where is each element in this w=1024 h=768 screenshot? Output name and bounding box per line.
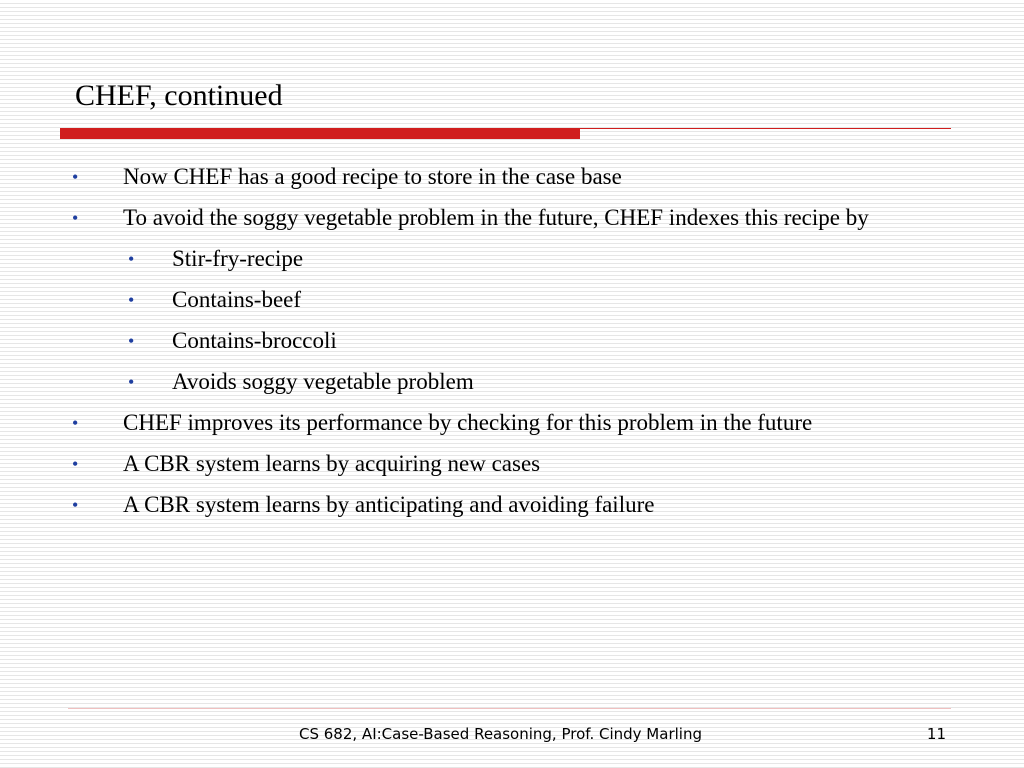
- slide-title: CHEF, continued: [75, 79, 283, 112]
- bullet-icon: •: [72, 495, 79, 515]
- bullet-icon: •: [128, 331, 135, 351]
- list-item: [0, 201, 943, 235]
- sub-list-item: [0, 283, 952, 317]
- bullet-icon: •: [72, 167, 79, 187]
- list-item-text: Now CHEF has a good recipe to store in the case base: [123, 164, 622, 189]
- bullet-icon: •: [128, 249, 135, 269]
- title-underline-thick: [60, 128, 580, 139]
- list-item-text: Contains-beef: [172, 287, 302, 312]
- list-item-text: Stir-fry-recipe: [172, 246, 304, 271]
- sub-list-item: [0, 365, 952, 399]
- footer-text: CS 682, AI:Case-Based Reasoning, Prof. Cindy Marling: [299, 725, 702, 743]
- sub-list-item: [0, 324, 952, 358]
- list-item-text: Avoids soggy vegetable problem: [172, 369, 474, 394]
- list-item: [0, 160, 943, 194]
- list-item: [0, 488, 943, 522]
- footer-divider: [68, 708, 951, 709]
- list-item-text: Contains-broccoli: [172, 328, 337, 353]
- list-item-text: To avoid the soggy vegetable problem in the future, CHEF indexes this recipe by: [123, 205, 869, 230]
- bullet-icon: •: [72, 413, 79, 433]
- list-item: [0, 447, 943, 481]
- list-item-text: A CBR system learns by acquiring new cases: [123, 451, 541, 476]
- list-item-text: CHEF improves its performance by checking for this problem in the future: [123, 410, 813, 435]
- sub-list-item: [0, 242, 952, 276]
- page-number: 11: [926, 725, 946, 743]
- bullet-icon: •: [72, 208, 79, 228]
- title-underline-thin: [580, 128, 951, 129]
- bullet-icon: •: [128, 290, 135, 310]
- bullet-icon: •: [128, 372, 135, 392]
- bullet-list: [0, 160, 1024, 529]
- list-item-text: A CBR system learns by anticipating and avoiding failure: [123, 492, 655, 517]
- bullet-icon: •: [72, 454, 79, 474]
- list-item: [0, 406, 943, 440]
